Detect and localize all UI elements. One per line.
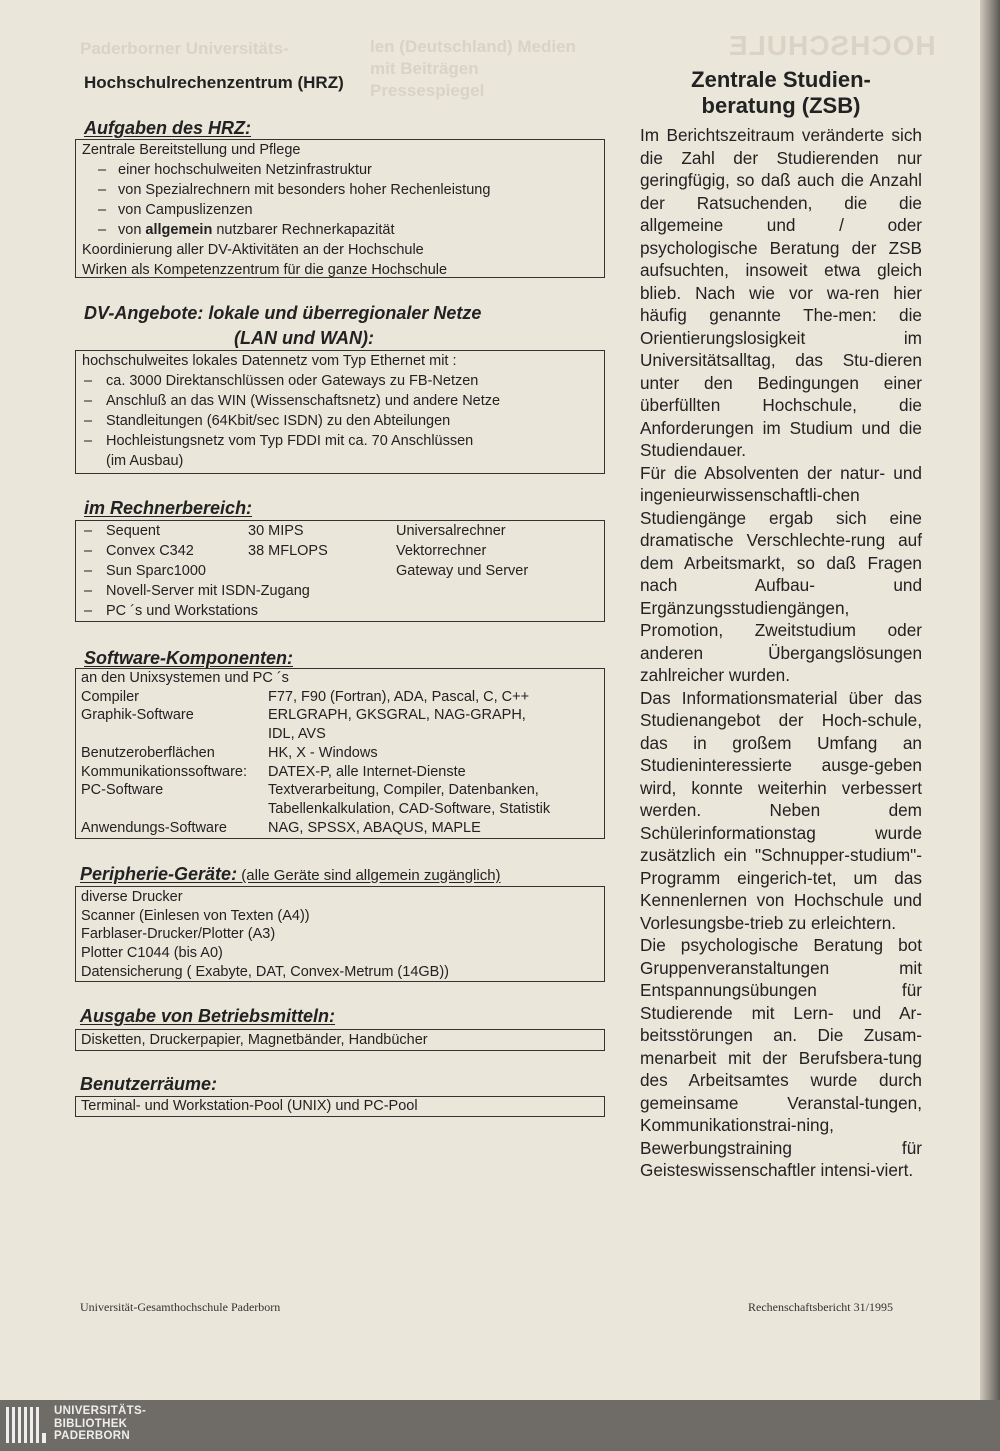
peripherie-line: diverse Drucker bbox=[81, 889, 183, 905]
dv-intro: hochschulweites lokales Datennetz vom Typ Ethernet mit : bbox=[82, 353, 457, 369]
zsb-column bbox=[640, 67, 922, 1182]
aufgaben-line: – von allgemein nutzbarer Rechnerkapazität bbox=[82, 220, 604, 240]
dv-item: – Standleitungen (64Kbit/sec ISDN) zu den Abteilungen bbox=[82, 411, 604, 431]
raeume-box bbox=[75, 1096, 605, 1117]
software-row: Kommunikationssoftware: DATEX-P, alle Internet-Dienste bbox=[81, 763, 466, 780]
rechner-box bbox=[75, 520, 605, 622]
rechner-row: – PC ´s und Workstations bbox=[82, 601, 604, 621]
peripherie-line: Farblaser-Drucker/Plotter (A3) bbox=[81, 926, 276, 943]
aufgaben-line: Koordinierung aller DV-Aktivitäten an der Hochschule bbox=[82, 242, 424, 258]
peripherie-line: Scanner (Einlesen von Texten (A4)) bbox=[81, 907, 310, 924]
aufgaben-line: – einer hochschulweiten Netzinfrastruktur bbox=[82, 160, 604, 180]
peripherie-line: Datensicherung ( Exabyte, DAT, Convex-Metrum (14GB)) bbox=[81, 963, 450, 980]
peripherie-line: Plotter C1044 (bis A0) bbox=[81, 945, 223, 962]
software-intro: an den Unixsystemen und PC ´s bbox=[81, 670, 289, 686]
software-row: Graphik-Software ERLGRAPH, GKSGRAL, NAG-GRAPH, bbox=[81, 707, 526, 724]
page-edge bbox=[980, 0, 1000, 1400]
rechner-heading: im Rechnerbereich: bbox=[84, 498, 253, 518]
zsb-paragraph: Die psychologische Beratung bot Gruppenveranstaltungen mit Entspannungsübungen für Studierende mit Lern- und Ar-beitsstörungen an. Die Zusam-menarbeit mit der Berufsbera-tung des Arbeitsamtes wurde durch gemeinsame Veranstal-tungen, Kommunikationstrai-ning, Bewerbungstraining für Geisteswissenschaftler intensi-viert. bbox=[640, 935, 922, 1180]
software-row: Compiler F77, F90 (Fortran), ADA, Pascal, C, C++ bbox=[81, 688, 530, 705]
software-row: Benutzeroberflächen HK, X - Windows bbox=[81, 744, 378, 761]
software-heading: Software-Komponenten: bbox=[84, 648, 293, 668]
raeume-heading: Benutzerräume: bbox=[80, 1074, 218, 1094]
aufgaben-line: Zentrale Bereitstellung und Pflege bbox=[82, 142, 301, 158]
ausgabe-heading: Ausgabe von Betriebsmitteln: bbox=[80, 1006, 336, 1026]
library-logo-icon bbox=[6, 1405, 46, 1445]
peripherie-box bbox=[75, 886, 605, 982]
zsb-text bbox=[640, 124, 922, 1182]
software-row: PC-Software Textverarbeitung, Compiler, Datenbanken, bbox=[81, 782, 539, 799]
raeume-text: Terminal- und Workstation-Pool (UNIX) und PC-Pool bbox=[81, 1098, 418, 1114]
aufgaben-box bbox=[75, 139, 605, 278]
aufgaben-line: Wirken als Kompetenzzentrum für die ganze Hochschule bbox=[82, 262, 448, 278]
library-logo bbox=[6, 1405, 146, 1445]
zsb-paragraph: Im Berichtszeitraum veränderte sich die Zahl der Studierenden nur geringfügig, so daß auch die Anzahl der Ratsuchenden, die die allgemeine und / oder psychologische Beratung der ZSB aufsuchten, insoweit etwa gleich blieb. Nach wie vor wa-ren hier häufig genannte The-men: die Orientierungslosigkeit im Universitätsalltag, das Stu-dieren unter den Bedingungen einer überfüllten Hochschule, die Anforderungen im Studium und die Studiendauer. bbox=[640, 125, 922, 460]
software-row: Anwendungs-Software NAG, SPSSX, ABAQUS, MAPLE bbox=[81, 819, 481, 836]
hrz-title: Hochschulrechenzentrum (HRZ) bbox=[84, 73, 344, 92]
zsb-paragraph: Für die Absolventen der natur- und ingenieurwissenschaftli-chen Studiengänge ergab sich eine dramatische Verschlechte-rung auf dem Arbeitsmarkt, so daß Fragen nach Aufbau- und Ergänzungsstudiengängen, Promotion, Zweitstudium oder anderen Übergangslösungen zahlreicher wurden. bbox=[640, 462, 922, 685]
software-row: IDL, AVS bbox=[268, 726, 326, 743]
software-row: Tabellenkalkulation, CAD-Software, Statistik bbox=[268, 800, 551, 817]
ghost-text-left: Paderborner Universitäts- bbox=[80, 39, 289, 58]
library-logo-text: UNIVERSITÄTS- BIBLIOTHEK PADERBORN bbox=[54, 1405, 147, 1442]
aufgaben-line: – von Spezialrechnern mit besonders hoher Rechenleistung bbox=[82, 180, 604, 200]
dv-item: – Anschluß an das WIN (Wissenschaftsnetz) und andere Netze bbox=[82, 391, 604, 411]
dv-box bbox=[75, 350, 605, 474]
ausgabe-box bbox=[75, 1029, 605, 1051]
dv-item-cont: (im Ausbau) bbox=[106, 453, 184, 469]
rechner-row: – Sequent 30 MIPS Universalrechner bbox=[82, 521, 604, 541]
rechner-row: – Convex C342 38 MFLOPS Vektorrechner bbox=[82, 541, 604, 561]
dv-heading-2: (LAN und WAN): bbox=[234, 328, 374, 348]
zsb-paragraph: Das Informationsmaterial über das Studienangebot der Hoch-schule, das in großem Umfang an Studieninteressierte ausge-geben wird, konnte weiterhin verbessert werden. Neben dem Schülerinformationstag wurde zusätzlich ein "Schnupper-studium"-Programm eingerich-tet, um das Kennenlernen von Hochschule und Vorlesungsbe-trieb zu erleichtern. bbox=[640, 687, 922, 933]
dv-heading-1: DV-Angebote: lokale und überregionaler Netze bbox=[84, 303, 482, 323]
peripherie-heading: Peripherie-Geräte: (alle Geräte sind allgemein zugänglich) bbox=[80, 864, 501, 884]
aufgaben-heading: Aufgaben des HRZ: bbox=[84, 118, 252, 138]
dv-item: – Hochleistungsnetz vom Typ FDDI mit ca. 70 Anschlüssen bbox=[82, 431, 604, 451]
ghost-text-center: len (Deutschland) Medien mit Beiträgen Pressespiegel bbox=[370, 37, 576, 100]
footer-right: Rechenschaftsbericht 31/1995 bbox=[748, 1300, 893, 1314]
ghost-heading-right: HOCHSCHULE bbox=[728, 30, 936, 61]
rechner-row: – Sun Sparc1000 Gateway und Server bbox=[82, 561, 604, 581]
zsb-title: Zentrale Studien- beratung (ZSB) bbox=[691, 67, 871, 118]
dv-item: – ca. 3000 Direktanschlüssen oder Gateways zu FB-Netzen bbox=[82, 371, 604, 391]
rechner-row: – Novell-Server mit ISDN-Zugang bbox=[82, 581, 604, 601]
software-box bbox=[75, 668, 605, 839]
footer-left: Universität-Gesamthochschule Paderborn bbox=[80, 1300, 281, 1314]
ausgabe-text: Disketten, Druckerpapier, Magnetbänder, Handbücher bbox=[81, 1032, 428, 1048]
aufgaben-line: – von Campuslizenzen bbox=[82, 200, 604, 220]
